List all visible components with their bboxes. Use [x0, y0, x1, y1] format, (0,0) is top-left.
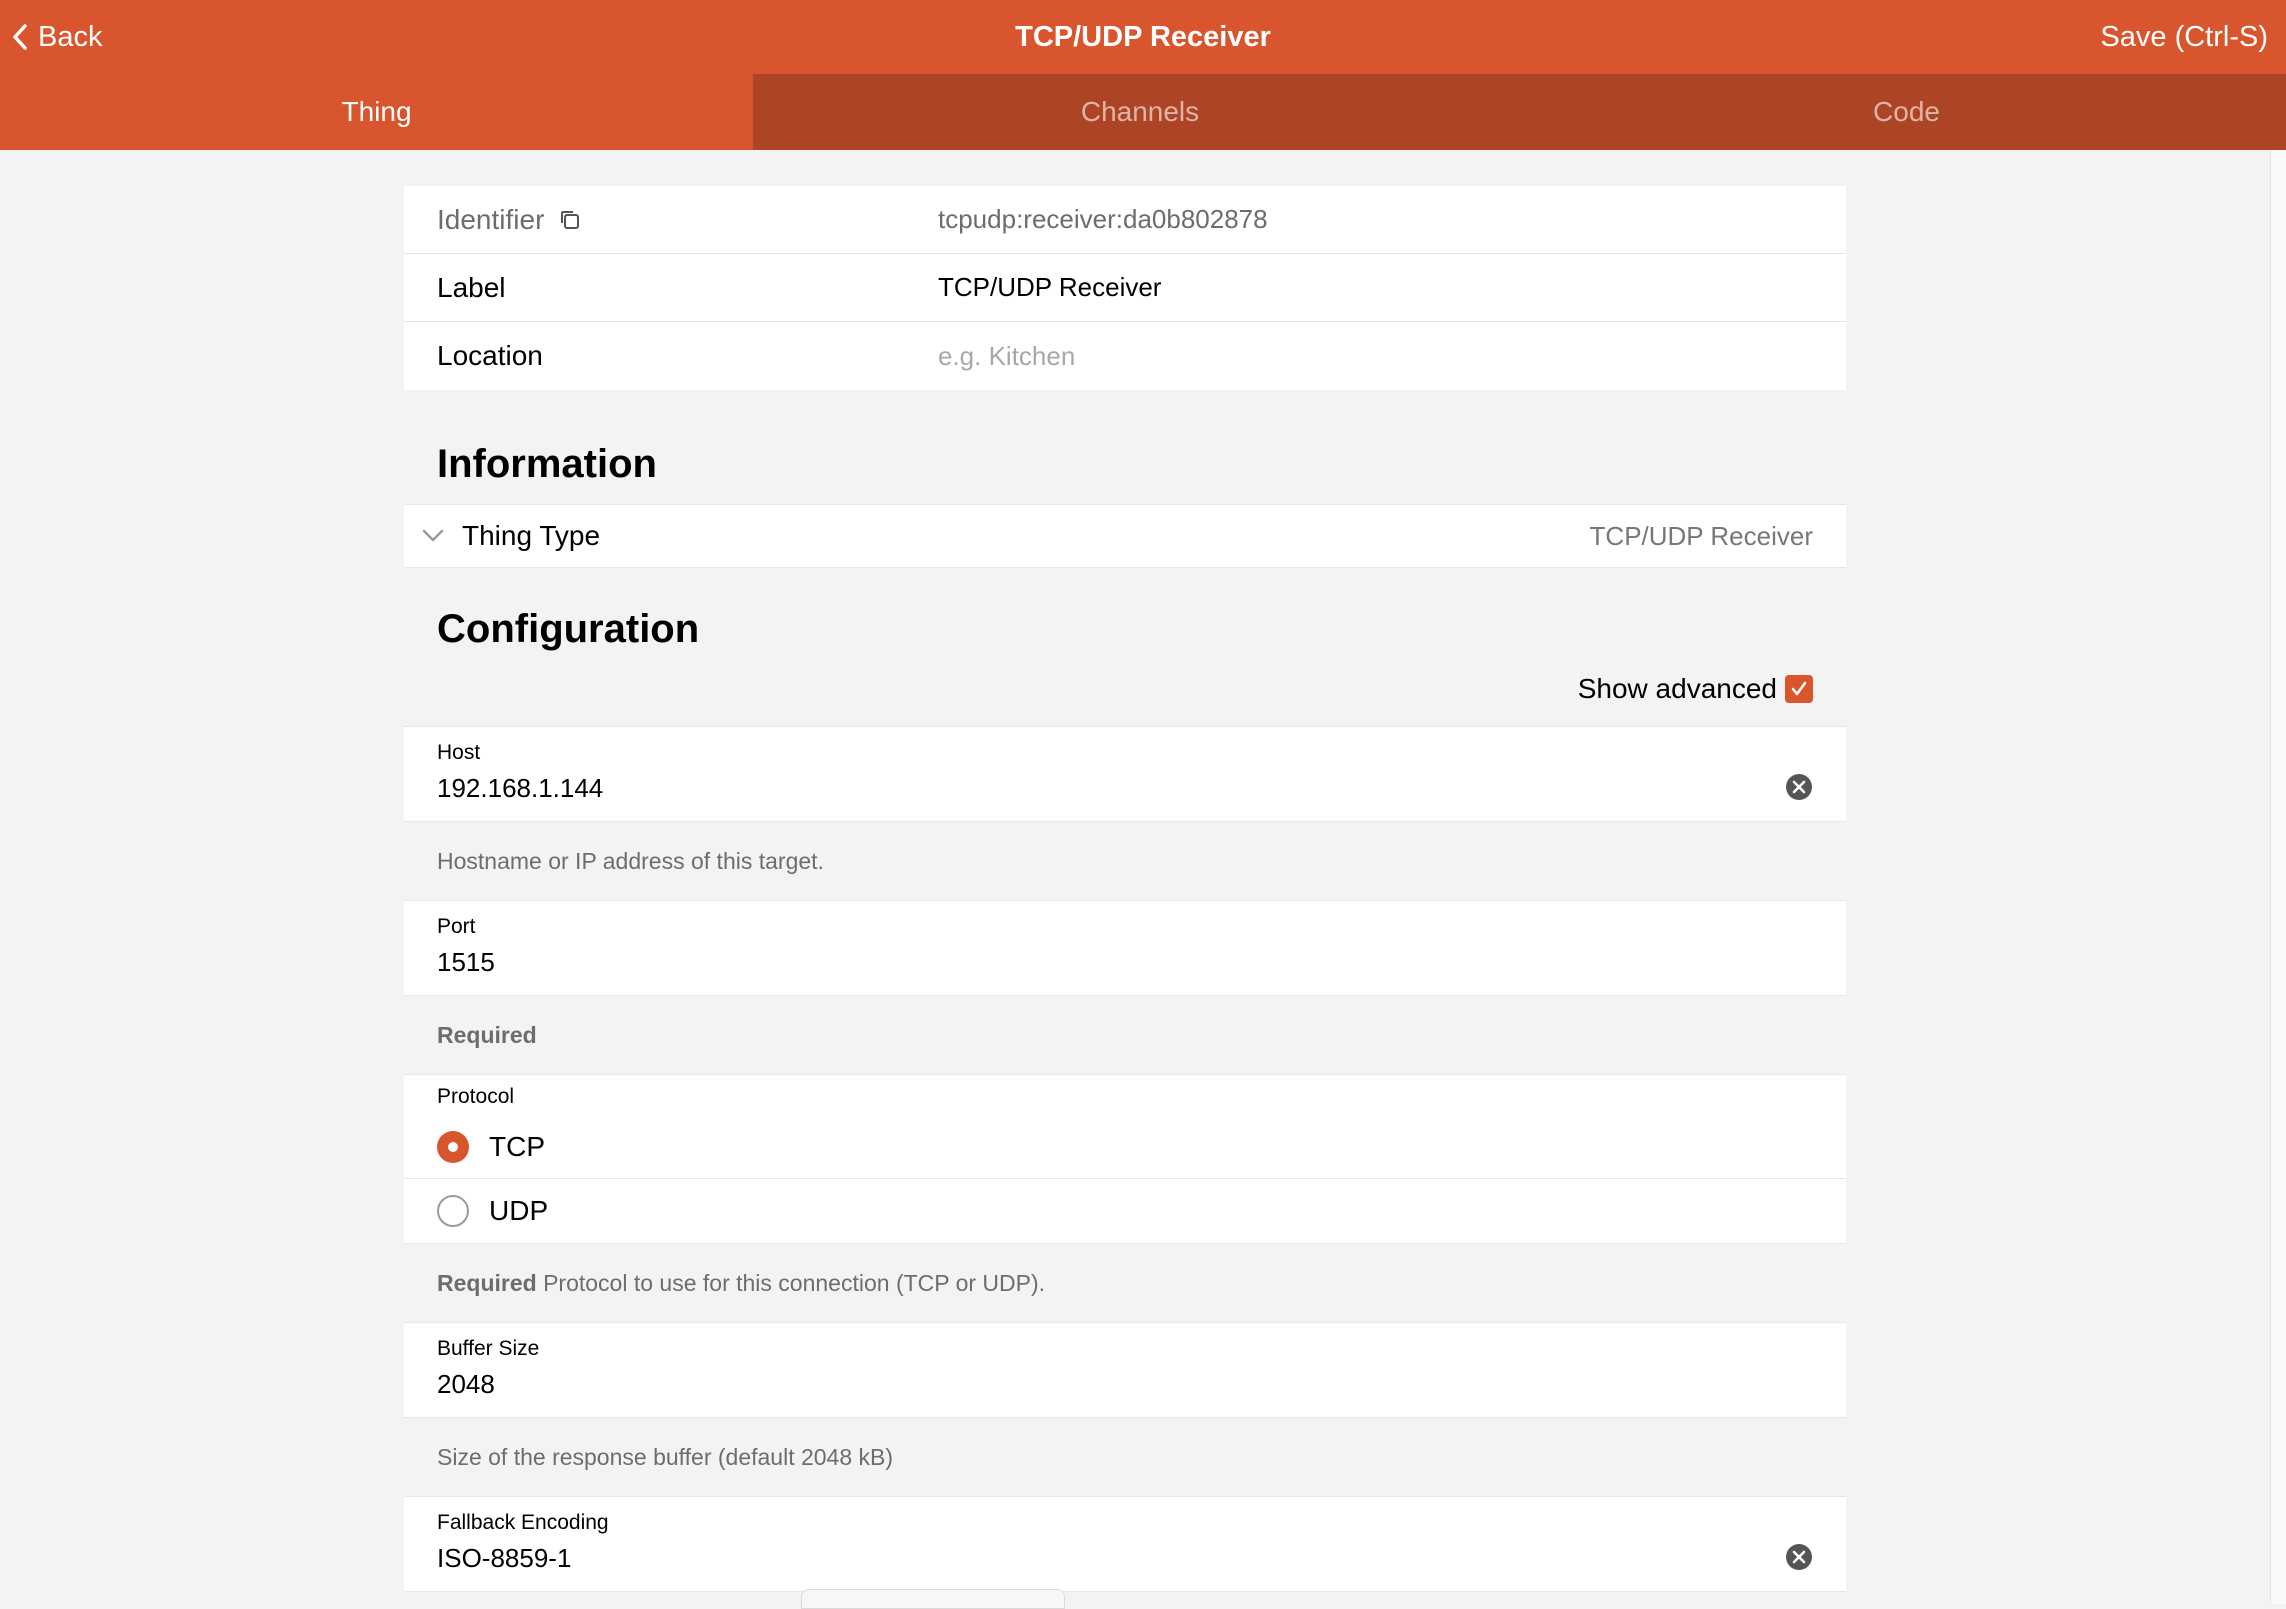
identifier-label-text: Identifier: [437, 203, 545, 235]
save-button[interactable]: Save (Ctrl-S): [2100, 20, 2268, 53]
protocol-option-udp[interactable]: [404, 1179, 1846, 1243]
label-input[interactable]: [938, 272, 1846, 303]
protocol-option-label: UDP: [489, 1195, 549, 1226]
protocol-option-tcp[interactable]: [404, 1115, 1846, 1179]
page-title: TCP/UDP Receiver: [1015, 20, 1271, 53]
protocol-option-label: TCP: [489, 1130, 545, 1162]
host-help: Hostname or IP address of this target.: [437, 847, 824, 874]
thing-content: [404, 186, 1846, 1592]
radio-unchecked-icon[interactable]: [437, 1195, 469, 1227]
thing-type-value: TCP/UDP Receiver: [1589, 520, 1813, 551]
thing-type-accordion[interactable]: [404, 504, 1846, 568]
buffer-size-input[interactable]: [437, 1369, 1737, 1400]
configuration-heading: Configuration: [437, 606, 700, 651]
clear-icon[interactable]: [1785, 1543, 1813, 1571]
bottom-sheet-handle[interactable]: [801, 1589, 1065, 1609]
tab-thing[interactable]: Thing: [0, 74, 753, 150]
port-input[interactable]: [437, 947, 1737, 978]
checkmark-icon: [1789, 679, 1809, 699]
back-label: Back: [38, 20, 103, 53]
protocol-required-text: Required: [437, 1269, 537, 1296]
port-field: [404, 900, 1846, 996]
port-label: Port: [437, 915, 476, 938]
host-input[interactable]: [437, 773, 1737, 804]
tab-channels[interactable]: Channels: [1080, 96, 1200, 127]
location-input[interactable]: [938, 341, 1846, 372]
fallback-encoding-field: [404, 1496, 1846, 1592]
information-heading: Information: [437, 441, 657, 486]
chevron-down-icon: [422, 529, 444, 543]
identifier-row: [404, 186, 1846, 254]
protocol-field: [404, 1074, 1846, 1244]
host-label: Host: [437, 741, 481, 764]
buffer-size-field: [404, 1322, 1846, 1418]
tab-bar: [0, 74, 2286, 150]
show-advanced-checkbox[interactable]: [1785, 675, 1813, 703]
top-navbar: [0, 0, 2286, 74]
protocol-help: [404, 1244, 1846, 1322]
back-button[interactable]: [12, 0, 102, 74]
scrollbar[interactable]: [2270, 150, 2286, 1604]
buffer-size-help: Size of the response buffer (default 2048 kB): [437, 1443, 894, 1470]
host-field: [404, 726, 1846, 822]
port-help: [404, 996, 1846, 1074]
identifier-label: [437, 204, 938, 236]
fallback-encoding-label: Fallback Encoding: [437, 1511, 609, 1534]
identifier-value: tcpudp:receiver:da0b802878: [938, 204, 1268, 234]
chevron-left-icon: [12, 23, 28, 51]
fallback-encoding-input[interactable]: [437, 1543, 1737, 1574]
label-label: Label: [437, 271, 506, 303]
copy-icon[interactable]: [558, 208, 582, 232]
port-required-text: Required: [437, 1021, 537, 1048]
radio-checked-icon[interactable]: [437, 1131, 469, 1163]
protocol-label: Protocol: [437, 1085, 515, 1108]
thing-type-label: Thing Type: [462, 520, 601, 551]
show-advanced-row: [404, 664, 1846, 714]
thing-properties-list: [404, 186, 1846, 390]
tab-code[interactable]: Code: [1873, 96, 1940, 127]
buffer-size-label: Buffer Size: [437, 1337, 540, 1360]
location-row: [404, 322, 1846, 390]
clear-icon[interactable]: [1785, 773, 1813, 801]
label-row: [404, 254, 1846, 322]
protocol-help-text: Protocol to use for this connection (TCP or UDP).: [543, 1269, 1046, 1296]
show-advanced-label: Show advanced: [1577, 673, 1777, 704]
location-label: Location: [437, 340, 543, 371]
